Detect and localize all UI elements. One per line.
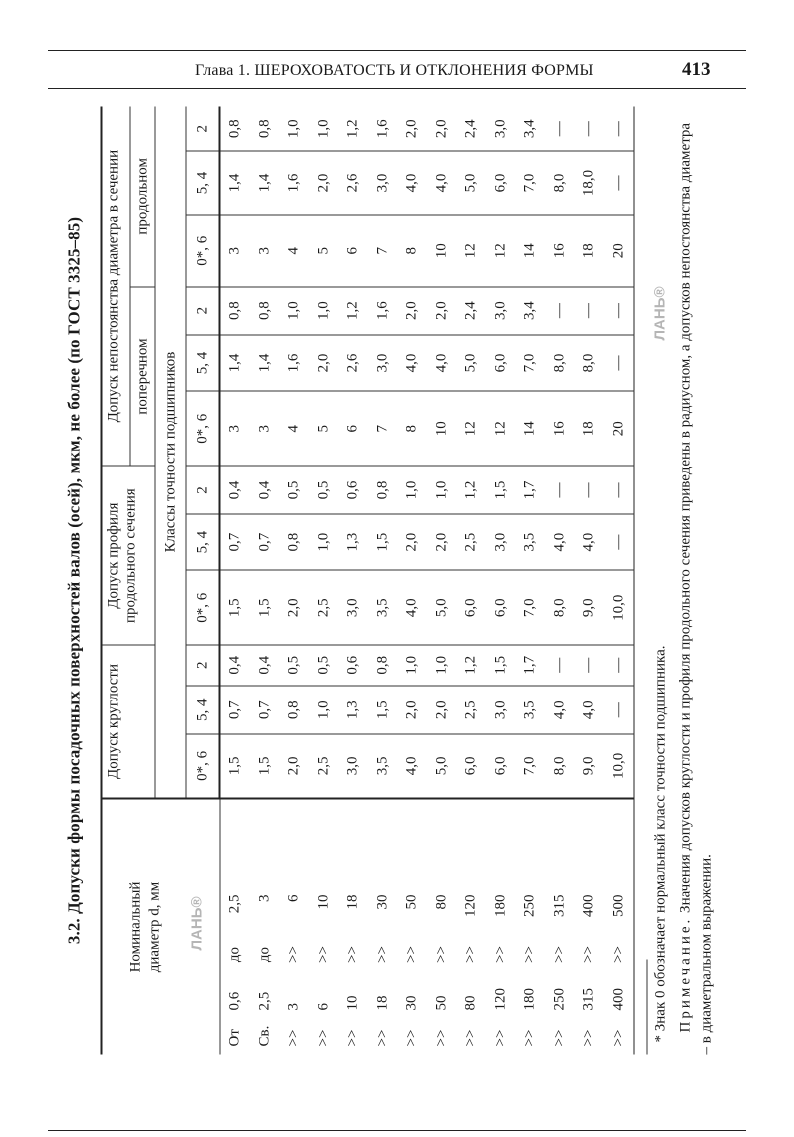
diameter-cell [309, 799, 339, 1055]
sub-longitudinal: продольном [130, 107, 155, 287]
diameter-cell [339, 799, 369, 1055]
diameter-part: От [226, 1029, 243, 1047]
table-row [280, 107, 310, 1055]
value-cell: 8,0 [545, 570, 575, 645]
diameter-part: 500 [610, 894, 627, 917]
class-label: 0*, 6 [186, 215, 220, 287]
group-profile-line2: продольного сечения [122, 488, 139, 623]
value-cell: 4,0 [398, 335, 428, 392]
value-cell: 3,5 [516, 686, 546, 734]
value-cell: 7,0 [516, 151, 546, 214]
diameter-header-line2: диаметр d, мм [146, 881, 163, 973]
value-cell: 6,0 [486, 151, 516, 214]
classes-header: Классы точности подшипников [155, 107, 186, 799]
value-cell: 2,0 [427, 686, 457, 734]
value-cell: 3,5 [516, 514, 546, 571]
value-cell: 4,0 [398, 151, 428, 214]
value-cell: 3,5 [368, 734, 398, 799]
value-cell: 1,0 [427, 645, 457, 686]
value-cell: 16 [545, 391, 575, 466]
running-header: Глава 1. ШЕРОХОВАТОСТЬ И ОТКЛОНЕНИЯ ФОРМЫ [195, 62, 594, 79]
class-label: 5, 4 [186, 514, 220, 571]
value-cell: 1,6 [368, 107, 398, 152]
value-cell: — [575, 645, 605, 686]
diameter-part: 315 [551, 894, 568, 917]
value-cell: 16 [545, 215, 575, 287]
class-label: 5, 4 [186, 335, 220, 392]
value-cell: — [604, 466, 634, 514]
value-cell: 6 [339, 215, 369, 287]
value-cell: 6,0 [486, 335, 516, 392]
table-row [398, 107, 428, 1055]
publisher-watermark: ЛАНЬ® [188, 896, 206, 951]
diameter-part: 180 [521, 988, 538, 1011]
value-cell: 10 [427, 391, 457, 466]
value-cell: — [604, 514, 634, 571]
value-cell: 1,4 [220, 335, 251, 392]
diameter-part: 120 [462, 894, 479, 917]
value-cell: 1,5 [486, 645, 516, 686]
class-label: 2 [186, 645, 220, 686]
table-row [486, 107, 516, 1055]
value-cell: — [545, 645, 575, 686]
diameter-part: 80 [462, 995, 479, 1011]
value-cell: 5,0 [457, 151, 487, 214]
diameter-part: 3 [285, 1003, 302, 1011]
value-cell: 0,8 [220, 287, 251, 335]
diameter-cell [250, 799, 280, 1055]
value-cell: 5,0 [427, 570, 457, 645]
value-cell: 1,7 [516, 645, 546, 686]
value-cell: 4,0 [575, 514, 605, 571]
diameter-part: 18 [344, 894, 361, 910]
value-cell: 1,5 [220, 734, 251, 799]
diameter-cell [280, 799, 310, 1055]
class-label: 0*, 6 [186, 734, 220, 799]
diameter-part: >> [433, 946, 450, 963]
header-rule [48, 88, 746, 89]
value-cell: 7 [368, 391, 398, 466]
value-cell: 1,2 [457, 645, 487, 686]
diameter-part: >> [344, 946, 361, 963]
table-row [545, 107, 575, 1055]
value-cell: 2,0 [280, 570, 310, 645]
class-label: 2 [186, 466, 220, 514]
value-cell: 1,0 [280, 287, 310, 335]
value-cell: 10,0 [604, 570, 634, 645]
value-cell: 7,0 [516, 570, 546, 645]
diameter-part: >> [403, 1029, 420, 1047]
group-profile [102, 466, 156, 645]
diameter-part: >> [521, 1029, 538, 1047]
value-cell: 2,0 [398, 514, 428, 571]
value-cell: — [604, 335, 634, 392]
value-cell: 5,0 [427, 734, 457, 799]
value-cell: 2,4 [457, 287, 487, 335]
rotated-table-block [61, 101, 726, 1061]
value-cell: 4,0 [545, 686, 575, 734]
table-row [427, 107, 457, 1055]
diameter-part: 2,5 [226, 894, 243, 914]
value-cell: 2,5 [309, 570, 339, 645]
class-label: 5, 4 [186, 686, 220, 734]
diameter-part: до [256, 946, 273, 963]
table-row [339, 107, 369, 1055]
diameter-part: 0,6 [226, 991, 243, 1011]
value-cell: 6,0 [486, 734, 516, 799]
value-cell: 8 [398, 391, 428, 466]
value-cell: 12 [486, 215, 516, 287]
value-cell: 1,0 [280, 107, 310, 152]
value-cell: 1,2 [457, 466, 487, 514]
diameter-part: >> [374, 1029, 391, 1047]
diameter-cell [457, 799, 487, 1055]
value-cell: 0,7 [220, 514, 251, 571]
value-cell: 1,5 [250, 734, 280, 799]
diameter-part: 18 [374, 995, 391, 1011]
value-cell: 3,0 [486, 107, 516, 152]
diameter-part: >> [580, 1029, 597, 1047]
value-cell: 3 [250, 391, 280, 466]
value-cell: 2,0 [427, 107, 457, 152]
value-cell: 0,8 [368, 645, 398, 686]
value-cell: 0,4 [220, 466, 251, 514]
value-cell: 4 [280, 391, 310, 466]
table-row [220, 107, 251, 1055]
value-cell: 1,0 [309, 107, 339, 152]
value-cell: 6,0 [457, 570, 487, 645]
value-cell: 14 [516, 215, 546, 287]
value-cell: 0,8 [280, 686, 310, 734]
diameter-cell [220, 799, 251, 1055]
diameter-part: 180 [492, 894, 509, 917]
diameter-part: >> [551, 1029, 568, 1047]
diameter-part: >> [580, 946, 597, 963]
diameter-part: до [226, 946, 243, 963]
value-cell: 0,4 [220, 645, 251, 686]
table-row [516, 107, 546, 1055]
diameter-part: 80 [433, 894, 450, 910]
diameter-cell [604, 799, 634, 1055]
table-row [575, 107, 605, 1055]
value-cell: 0,4 [250, 645, 280, 686]
value-cell: 1,5 [368, 686, 398, 734]
value-cell: 0,8 [220, 107, 251, 152]
table-title: 3.2. Допуски формы посадочных поверхностей валов (осей), мкм, не более (по ГОСТ 3325–85) [64, 216, 84, 945]
value-cell: 12 [486, 391, 516, 466]
value-cell: 0,8 [250, 287, 280, 335]
value-cell: 8,0 [545, 151, 575, 214]
value-cell: 0,5 [309, 466, 339, 514]
value-cell: 2,5 [457, 514, 487, 571]
value-cell: 1,2 [339, 107, 369, 152]
diameter-cell [516, 799, 546, 1055]
value-cell: 7,0 [516, 734, 546, 799]
diameter-part: 10 [315, 894, 332, 910]
value-cell: 18 [575, 215, 605, 287]
value-cell: 3,0 [486, 287, 516, 335]
diameter-part: 30 [403, 995, 420, 1011]
diameter-part: 250 [521, 894, 538, 917]
diameter-cell [398, 799, 428, 1055]
diameter-cell [575, 799, 605, 1055]
diameter-part: >> [344, 1029, 361, 1047]
footnote: * Знак 0 обозначает нормальный класс точности подшипника. [652, 645, 669, 1043]
diameter-part: 30 [374, 894, 391, 910]
value-cell: 1,0 [309, 514, 339, 571]
value-cell: 5,0 [457, 335, 487, 392]
value-cell: 0,7 [250, 686, 280, 734]
value-cell: — [604, 151, 634, 214]
value-cell: 1,5 [250, 570, 280, 645]
class-label: 0*, 6 [186, 570, 220, 645]
sub-transverse: поперечном [130, 287, 155, 467]
value-cell: 3 [220, 215, 251, 287]
value-cell: 12 [457, 391, 487, 466]
value-cell: 2,0 [398, 107, 428, 152]
value-cell: — [604, 287, 634, 335]
value-cell: 7 [368, 215, 398, 287]
diameter-part: >> [315, 1029, 332, 1047]
table-row [604, 107, 634, 1055]
diameter-part: 50 [433, 995, 450, 1011]
value-cell: 2,0 [309, 151, 339, 214]
note [676, 115, 718, 1055]
note-text: Значения допусков круглости и профиля продольного сечения приведены в радиусном, а допусков непостоянства диаметра – в диаметральном выражении. [677, 122, 715, 1055]
diameter-part: >> [374, 946, 391, 963]
value-cell: 6 [339, 391, 369, 466]
value-cell: 7,0 [516, 335, 546, 392]
value-cell: 1,5 [368, 514, 398, 571]
value-cell: 1,7 [516, 466, 546, 514]
table-row [457, 107, 487, 1055]
value-cell: 1,3 [339, 514, 369, 571]
value-cell: 2,4 [457, 107, 487, 152]
value-cell: 0,8 [280, 514, 310, 571]
value-cell: 3,0 [368, 335, 398, 392]
value-cell: 2,5 [457, 686, 487, 734]
value-cell: 18 [575, 391, 605, 466]
note-label: Примечание. [677, 916, 694, 1033]
diameter-cell [545, 799, 575, 1055]
value-cell: — [604, 686, 634, 734]
value-cell: 1,6 [280, 151, 310, 214]
diameter-part: 400 [580, 894, 597, 917]
value-cell: 6,0 [457, 734, 487, 799]
diameter-part: >> [285, 946, 302, 963]
value-cell: 4,0 [398, 734, 428, 799]
table-row [309, 107, 339, 1055]
value-cell: — [545, 466, 575, 514]
diameter-part: 3 [256, 894, 273, 902]
value-cell: 3,4 [516, 107, 546, 152]
value-cell: 0,6 [339, 645, 369, 686]
value-cell: 1,5 [486, 466, 516, 514]
value-cell: 2,0 [398, 686, 428, 734]
value-cell: 0,7 [220, 686, 251, 734]
value-cell: 0,4 [250, 466, 280, 514]
diameter-part: Св. [256, 1025, 273, 1047]
value-cell: — [545, 287, 575, 335]
diameter-part: >> [492, 946, 509, 963]
diameter-part: 10 [344, 995, 361, 1011]
bottom-rule [48, 1130, 746, 1131]
value-cell: — [604, 107, 634, 152]
diameter-part: >> [521, 946, 538, 963]
value-cell: 2,0 [427, 514, 457, 571]
diameter-part: >> [492, 1029, 509, 1047]
value-cell: 9,0 [575, 734, 605, 799]
group-profile-line1: Допуск профиля [105, 502, 122, 609]
value-cell: 3,4 [516, 287, 546, 335]
diameter-part: 6 [315, 1003, 332, 1011]
value-cell: 0,5 [280, 466, 310, 514]
tolerance-table [101, 107, 635, 1055]
value-cell: 8 [398, 215, 428, 287]
value-cell: 20 [604, 215, 634, 287]
value-cell: — [604, 645, 634, 686]
value-cell: — [575, 287, 605, 335]
value-cell: 2,5 [309, 734, 339, 799]
value-cell: 1,6 [280, 335, 310, 392]
value-cell: 0,7 [250, 514, 280, 571]
value-cell: 1,0 [309, 287, 339, 335]
value-cell: 5 [309, 215, 339, 287]
value-cell: 3,5 [368, 570, 398, 645]
value-cell: 6,0 [486, 570, 516, 645]
value-cell: 5 [309, 391, 339, 466]
value-cell: 1,0 [427, 466, 457, 514]
diameter-cell [427, 799, 457, 1055]
diameter-part: 6 [285, 894, 302, 902]
footnote-rule [647, 960, 648, 1055]
value-cell: 4,0 [398, 570, 428, 645]
diameter-header-line1: Номинальный [127, 881, 144, 973]
class-label: 2 [186, 107, 220, 152]
diameter-part: >> [285, 1029, 302, 1047]
value-cell: 1,4 [250, 151, 280, 214]
class-label: 2 [186, 287, 220, 335]
diameter-cell [486, 799, 516, 1055]
diameter-part: >> [462, 946, 479, 963]
value-cell: 3 [220, 391, 251, 466]
value-cell: 0,5 [309, 645, 339, 686]
value-cell: 1,0 [309, 686, 339, 734]
value-cell: 1,0 [398, 645, 428, 686]
value-cell: 0,5 [280, 645, 310, 686]
diameter-part: >> [403, 946, 420, 963]
value-cell: 2,0 [280, 734, 310, 799]
value-cell: 9,0 [575, 570, 605, 645]
value-cell: 18,0 [575, 151, 605, 214]
value-cell: — [575, 466, 605, 514]
diameter-part: >> [433, 1029, 450, 1047]
value-cell: — [545, 107, 575, 152]
value-cell: 8,0 [575, 335, 605, 392]
value-cell: 0,8 [368, 466, 398, 514]
value-cell: 4,0 [575, 686, 605, 734]
value-cell: 2,0 [427, 287, 457, 335]
value-cell: 12 [457, 215, 487, 287]
value-cell: 3,0 [486, 514, 516, 571]
value-cell: 4 [280, 215, 310, 287]
value-cell: 3,0 [339, 570, 369, 645]
value-cell: 1,5 [220, 570, 251, 645]
class-label: 0*, 6 [186, 391, 220, 466]
diameter-part: >> [315, 946, 332, 963]
value-cell: 8,0 [545, 734, 575, 799]
value-cell: 10,0 [604, 734, 634, 799]
publisher-watermark: ЛАНЬ® [651, 286, 669, 341]
value-cell: 0,8 [250, 107, 280, 152]
page-number: 413 [682, 59, 711, 80]
value-cell: 1,4 [250, 335, 280, 392]
diameter-part: 2,5 [256, 991, 273, 1011]
group-diameter-variation: Допуск непостоянства диаметра в сечении [102, 107, 131, 467]
diameter-part: 120 [492, 988, 509, 1011]
value-cell: 1,2 [339, 287, 369, 335]
value-cell: 1,3 [339, 686, 369, 734]
value-cell: 1,6 [368, 287, 398, 335]
diameter-part: 400 [610, 988, 627, 1011]
value-cell: 2,6 [339, 151, 369, 214]
value-cell: 1,4 [220, 151, 251, 214]
diameter-part: >> [551, 946, 568, 963]
table-row [368, 107, 398, 1055]
value-cell: 1,0 [398, 466, 428, 514]
diameter-part: 315 [580, 988, 597, 1011]
value-cell: 0,6 [339, 466, 369, 514]
value-cell: 20 [604, 391, 634, 466]
diameter-part: 50 [403, 894, 420, 910]
value-cell: 3,0 [486, 686, 516, 734]
value-cell: 4,0 [545, 514, 575, 571]
diameter-part: >> [462, 1029, 479, 1047]
diameter-part: >> [610, 946, 627, 963]
value-cell: 14 [516, 391, 546, 466]
value-cell: 2,6 [339, 335, 369, 392]
class-label: 5, 4 [186, 151, 220, 214]
value-cell: 8,0 [545, 335, 575, 392]
value-cell: 3,0 [368, 151, 398, 214]
value-cell: 2,0 [398, 287, 428, 335]
diameter-cell [368, 799, 398, 1055]
diameter-part: 250 [551, 988, 568, 1011]
value-cell: 10 [427, 215, 457, 287]
table-row [250, 107, 280, 1055]
value-cell: 3,0 [339, 734, 369, 799]
group-roundness: Допуск круглости [102, 645, 156, 799]
top-rule [48, 50, 746, 51]
value-cell: 4,0 [427, 151, 457, 214]
value-cell: 4,0 [427, 335, 457, 392]
value-cell: — [575, 107, 605, 152]
value-cell: 3 [250, 215, 280, 287]
diameter-part: >> [610, 1029, 627, 1047]
value-cell: 2,0 [309, 335, 339, 392]
